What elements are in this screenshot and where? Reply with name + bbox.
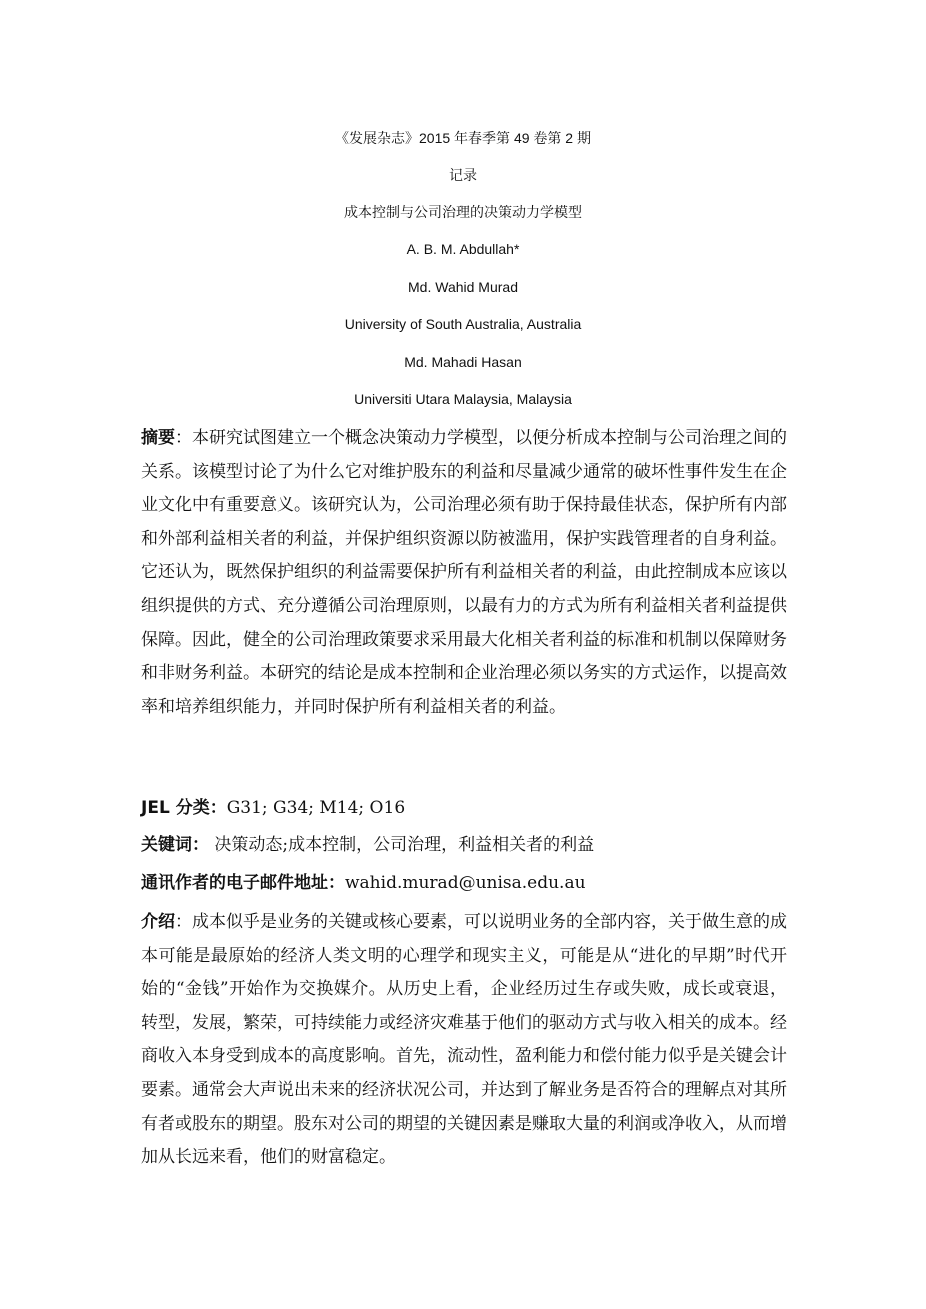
abstract-paragraph: [141, 422, 787, 724]
author-affiliation: Universiti Utara Malaysia, Malaysia: [354, 391, 572, 407]
intro-label: 介绍: [141, 912, 175, 932]
keywords-colon: ：: [192, 835, 209, 855]
author-name: Md. Mahadi Hasan: [404, 354, 522, 370]
keywords-value: 决策动态;成本控制，公司治理，利益相关者的利益: [214, 835, 595, 855]
keywords-line: [141, 834, 594, 856]
journal-citation: 《发展杂志》2015 年春季第 49 卷第 2 期: [335, 130, 591, 146]
author-affiliation: University of South Australia, Australia: [344, 316, 582, 332]
introduction-paragraph: [141, 906, 787, 1175]
contact-label: 通讯作者的电子邮件地址：: [141, 873, 345, 893]
author-name: A. B. M. Abdullah*: [406, 241, 520, 257]
jel-line: [141, 797, 405, 819]
contact-line: [141, 872, 586, 894]
intro-text: 成本似乎是业务的关键或核心要素，可以说明业务的全部内容，关于做生意的成本可能是最原始的经济人类文明的心理学和现实主义，可能是从“进化的早期”时代开始的“金钱”开始作为交换媒介。从历史上看，企业经历过生存或失败，成长或衰退，转型，发展，繁荣，可持续能力或经济灾难基于他们的驱动方式与收入相关的成本。经商收入本身受到成本的高度影响。首先，流动性，盈利能力和偿付能力似乎是关键会计要素。通常会大声说出未来的经济状况公司，并达到了解业务是否符合的理解点对其所有者或股东的期望。股东对公司的期望的关键因素是赚取大量的利润或净收入，从而增加从长远来看，他们的财富稳定。: [141, 912, 787, 1168]
abstract-text: 本研究试图建立一个概念决策动力学模型，以便分析成本控制与公司治理之间的关系。该模型讨论了为什么它对维护股东的利益和尽量减少通常的破坏性事件发生在企业文化中有重要意义。该研究认为，公司治理必须有助于保持最佳状态，保护所有内部和外部利益相关者的利益，并保护组织资源以防被滥用，保护实践管理者的自身利益。它还认为，既然保护组织的利益需要保护所有利益相关者的利益，由此控制成本应该以组织提供的方式、充分遵循公司治理原则，以最有力的方式为所有利益相关者利益提供保障。因此，健全的公司治理政策要求采用最大化相关者利益的标准和机制以保障财务和非财务利益。本研究的结论是成本控制和企业治理必须以务实的方式运作，以提高效率和培养组织能力，并同时保护所有利益相关者的利益。: [141, 428, 787, 717]
section-label: 记录: [449, 167, 477, 183]
intro-colon: ：: [175, 912, 192, 932]
paper-title: 成本控制与公司治理的决策动力学模型: [344, 204, 582, 220]
abstract-label: 摘要: [141, 428, 175, 448]
jel-codes: G31; G34; M14; O16: [226, 798, 406, 818]
author-name: Md. Wahid Murad: [408, 279, 518, 295]
keywords-label: 关键词: [141, 835, 192, 855]
jel-label: JEL 分类：: [141, 798, 227, 818]
abstract-colon: ：: [175, 428, 192, 448]
contact-email: wahid.murad@unisa.edu.au: [345, 873, 586, 893]
